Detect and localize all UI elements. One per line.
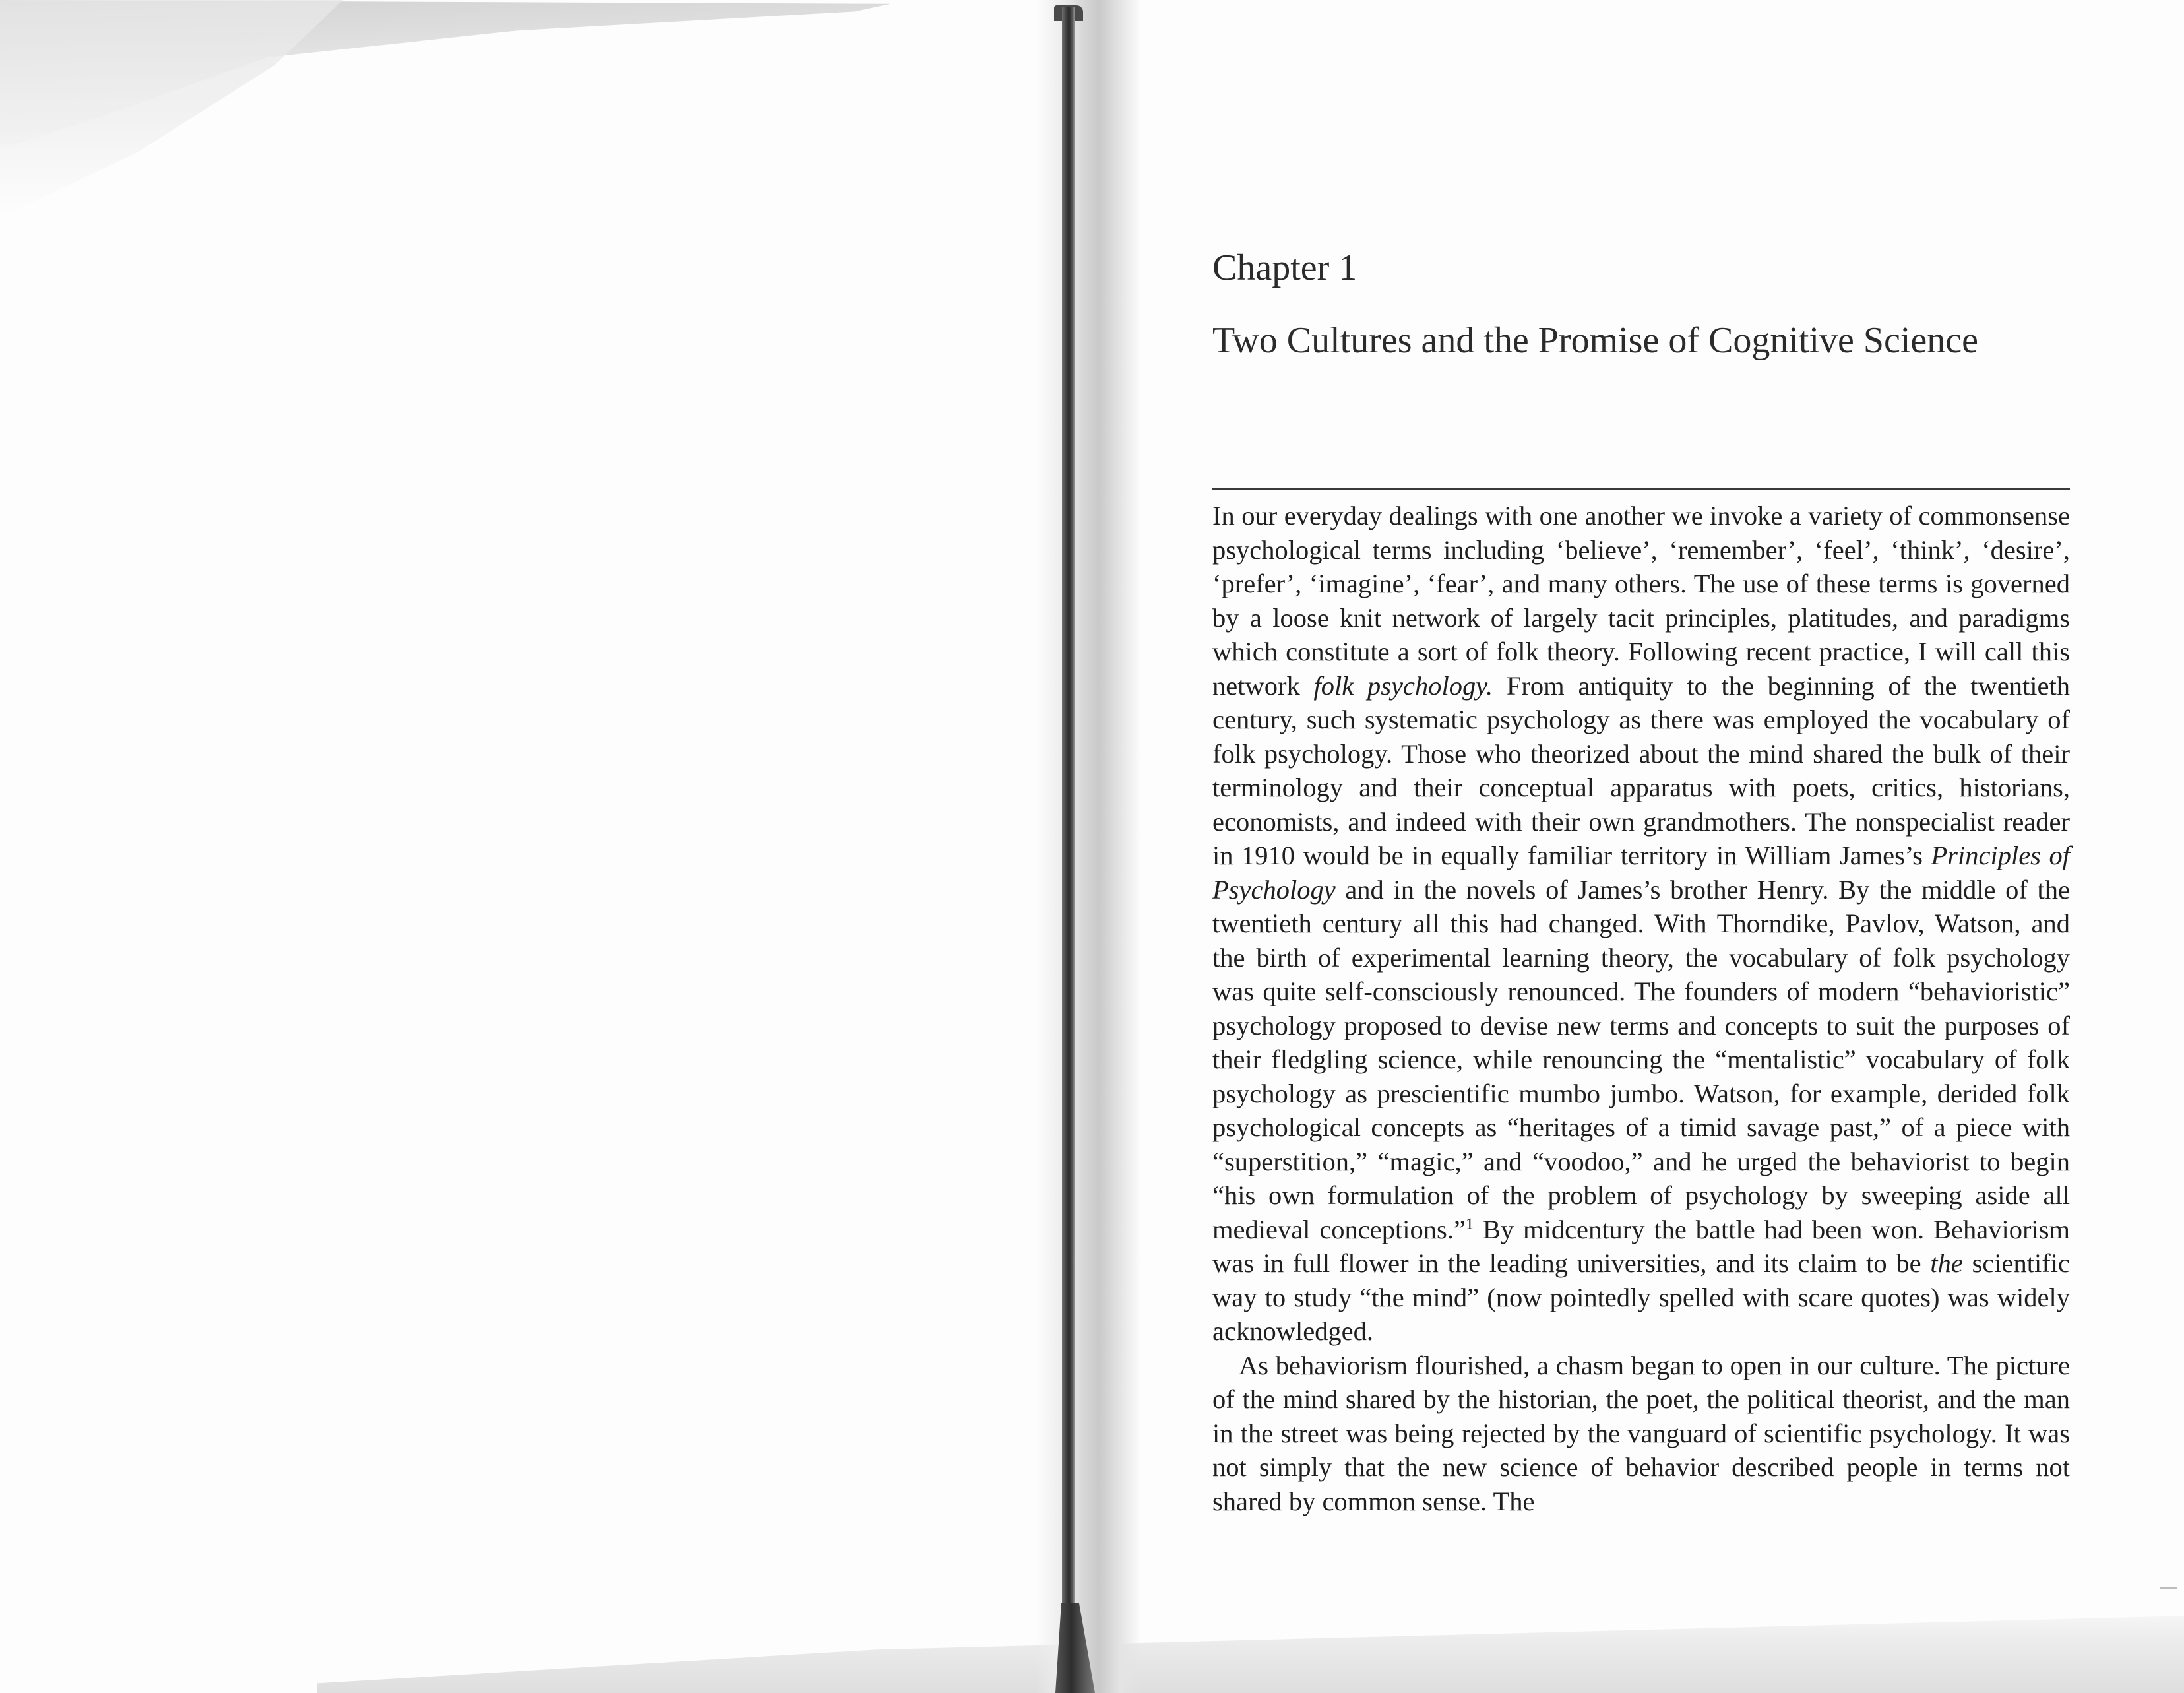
body-paragraph <box>1212 1349 2070 1519</box>
italic-text: folk psychology. <box>1313 670 1493 701</box>
text-run: As behaviorism flourished, a chasm began to open in our culture. The picture of the mind shared by the historian, the poet, the political theorist, and the man in the street was being rejected by the vanguard of scientific psychology. It was not simply that the new science of behavior described people in terms not shared by common sense. The <box>1212 1350 2070 1516</box>
text-run: From antiquity to the beginning of the twentieth century, such systematic psychology as there was employed the vocabulary of folk psychology. Those who theorized about the mind shared the bulk of their terminology and their conceptual apparatus with poets, critics, historians, economists, and indeed with their own grandmothers. The nonspecialist reader in 1910 would be in equally familiar territory in William James’s <box>1212 670 2071 870</box>
footnote-marker[interactable]: 1 <box>1465 1214 1474 1232</box>
text-run: In our everyday dealings with one another we invoke a variety of commonsense psychological terms including ‘believe’, ‘remember’, ‘feel’, ‘think’, ‘desire’, ‘prefer’, ‘imagine’, ‘fear’, and many others. The use of these terms is governed by a loose knit network of largely tacit principles, platitudes, and paradigms which constitute a sort of folk theory. Following recent practice, I will call this network <box>1212 501 2070 701</box>
title-rule <box>1212 488 2070 490</box>
gutter-shadow <box>1036 0 1141 1693</box>
text-run: By midcentury the battle had been won. Behaviorism was in full flower in the leading universities, and its claim to be <box>1212 1214 2071 1278</box>
chapter-title: Two Cultures and the Promise of Cognitive Science <box>1212 320 1978 361</box>
text-run: scientific way to study “the mind” (now pointedly spelled with scare quotes) was widely acknowledged. <box>1212 1248 2071 1346</box>
italic-text: Principles of Psychology <box>1212 841 2070 905</box>
chapter-label: Chapter 1 <box>1212 247 1357 288</box>
body-paragraph <box>1212 499 2070 1349</box>
text-run: and in the novels of James’s brother Henry. By the middle of the twentieth century all this had changed. With Thorndike, Pavlov, Watson, and the birth of experimental learning theory, the vocabulary of folk psychology was quite self-consciously renounced. The founders of modern “behavioristic” psychology proposed to devise new terms and concepts to suit the purposes of their fledgling science, while renouncing the “mentalistic” vocabulary of folk psychology as prescientific mumbo jumbo. Watson, for example, derided folk psychological concepts as “heritages of a timid savage past,” of a piece with “superstition,” “magic,” and “voodoo,” and he urged the behaviorist to begin “his own formulation of the problem of psychology by sweeping aside all medieval conceptions.” <box>1212 874 2070 1244</box>
book-spine <box>1062 7 1075 1693</box>
body-text <box>1212 499 2070 1518</box>
scan-shadow-corner <box>0 0 343 218</box>
scan-mark <box>2160 1587 2177 1589</box>
scan-shadow-bottom <box>317 1597 2184 1693</box>
italic-text: the <box>1930 1248 1963 1278</box>
